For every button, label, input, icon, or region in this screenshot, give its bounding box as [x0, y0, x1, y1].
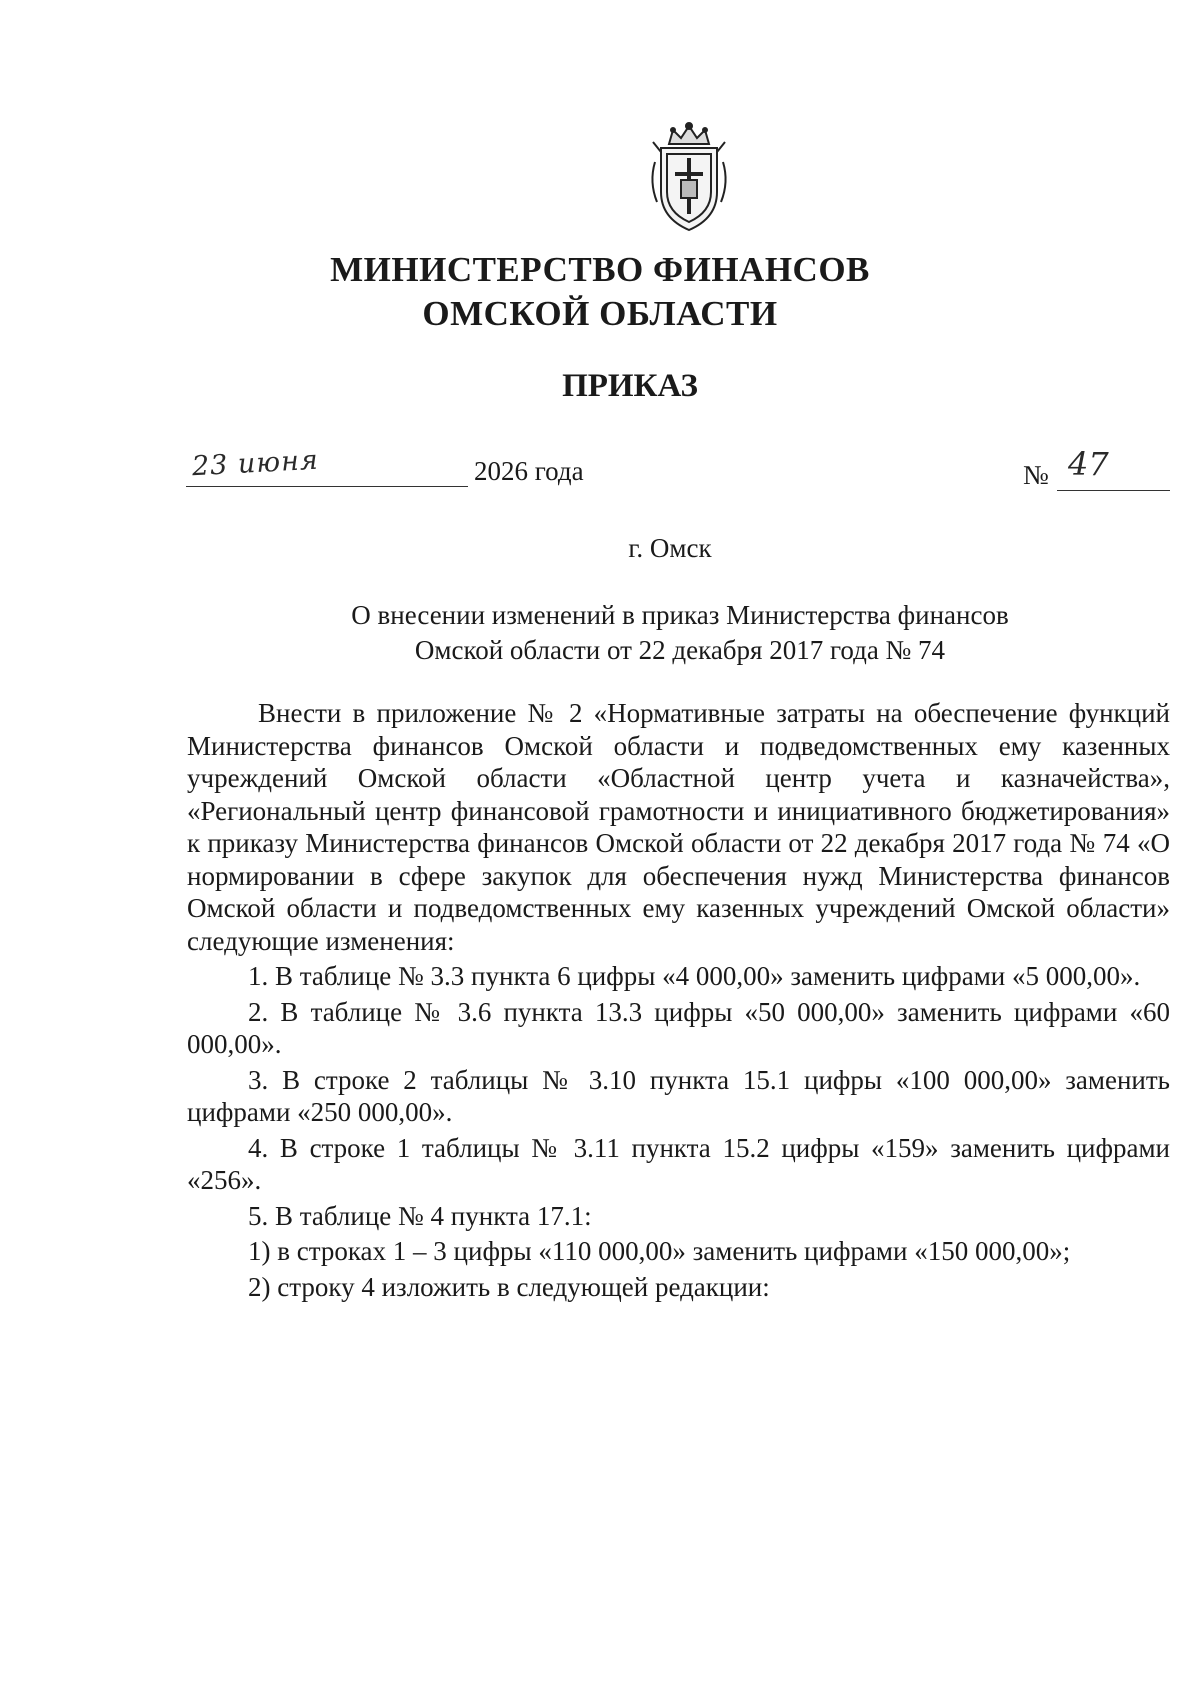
- item-4: 4. В строке 1 таблицы № 3.11 пункта 15.2 цифры «159» заменить цифрами «256».: [187, 1132, 1170, 1195]
- item-5-2: 2) строку 4 изложить в следующей редакции:: [248, 1271, 770, 1302]
- document-body: [187, 697, 1170, 1303]
- date-year: 2026 года: [474, 456, 584, 486]
- title-line-1: О внесении изменений в приказ Министерства финансов: [351, 600, 1009, 630]
- ministry-name: [0, 248, 1200, 336]
- coat-of-arms-icon: [647, 122, 731, 234]
- item-5: 5. В таблице № 4 пункта 17.1:: [248, 1200, 592, 1231]
- ministry-line-2: ОМСКОЙ ОБЛАСТИ: [422, 294, 778, 333]
- item-5-1: 1) в строках 1 – 3 цифры «110 000,00» заменить цифрами «150 000,00»;: [248, 1236, 1071, 1266]
- handwritten-number: 47: [1068, 445, 1109, 483]
- intro-paragraph: Внести в приложение № 2 «Нормативные затраты на обеспечение функций Министерства финансов Омской области и подведомственных ему казенных учреждений Омской области «Областной центр учета и казначейства», «Региональный центр финансовой грамотности и инициативного бюджетирования» к приказу Министерства финансов Омской области от 22 декабря 2017 года № 74 «О нормировании в сфере закупок для обеспечения нужд Министерства финансов Омской области и подведомственных ему казенных учреждений Омской области» следующие изменения:: [187, 698, 1170, 956]
- item-3: 3. В строке 2 таблицы № 3.10 пункта 15.1 цифры «100 000,00» заменить цифрами «250 000,00».: [187, 1064, 1170, 1127]
- ministry-line-1: МИНИСТЕРСТВО ФИНАНСОВ: [330, 250, 870, 289]
- city: г. Омск: [628, 533, 712, 563]
- title-line-2: Омской области от 22 декабря 2017 года № 74: [414, 635, 946, 665]
- handwritten-date: 23 июня: [191, 444, 320, 483]
- document-title: [0, 598, 1200, 668]
- item-2: 2. В таблице № 3.6 пункта 13.3 цифры «50 000,00» заменить цифрами «60 000,00».: [187, 996, 1170, 1059]
- item-1: 1. В таблице № 3.3 пункта 6 цифры «4 000,00» заменить цифрами «5 000,00».: [248, 961, 1141, 991]
- number-label: №: [1023, 460, 1049, 490]
- document-type: ПРИКАЗ: [562, 368, 698, 404]
